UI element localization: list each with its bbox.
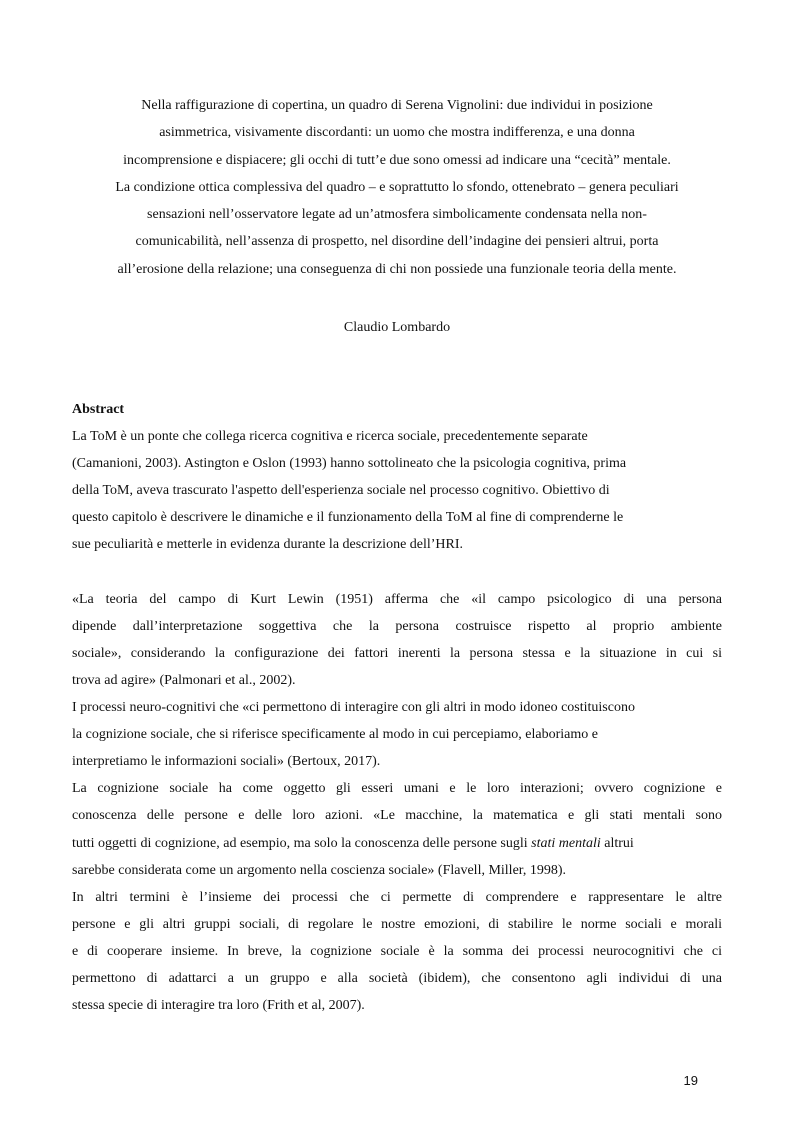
processi-paragraph bbox=[72, 694, 722, 775]
caption-line: Nella raffigurazione di copertina, un quadro di Serena Vignolini: due individui in posizione bbox=[141, 98, 653, 113]
abstract-heading: Abstract bbox=[72, 402, 125, 417]
text-line: sociale», considerando la configurazione dei fattori inerenti la persona stessa e la situazione in cui si bbox=[72, 645, 722, 661]
caption-line: comunicabilità, nell’assenza di prospetto, nel disordine dell’indagine dei pensieri altrui, porta bbox=[135, 234, 659, 250]
page-number: 19 bbox=[683, 1073, 698, 1088]
text-line: permettono di adattarci a un gruppo e alla società (ibidem), che consentono agli individui di una bbox=[72, 970, 722, 986]
text-line bbox=[72, 830, 722, 857]
text-line: questo capitolo è descrivere le dinamiche e il funzionamento della ToM al fine di comprenderne le bbox=[72, 510, 624, 526]
text-line: La cognizione sociale ha come oggetto gli esseri umani e le loro interazioni; ovvero cognizione e bbox=[72, 781, 722, 797]
italic-term: stati mentali bbox=[531, 835, 601, 851]
abstract-paragraph bbox=[72, 423, 722, 558]
caption-line: incomprensione e dispiacere; gli occhi di tutt’e due sono omessi ad indicare una “cecità” mentale. bbox=[123, 152, 671, 168]
text-line: conoscenza delle persone e delle loro azioni. «Le macchine, la matematica e gli stati mentali sono bbox=[72, 808, 722, 824]
lewin-paragraph bbox=[72, 586, 722, 694]
text-line: (Camanioni, 2003). Astington e Oslon (1993) hanno sottolineato che la psicologia cognitiva, prima bbox=[72, 456, 627, 472]
caption-line: sensazioni nell’osservatore legate ad un’atmosfera simbolicamente condensata nella non- bbox=[147, 207, 647, 223]
text-line: La ToM è un ponte che collega ricerca cognitiva e ricerca sociale, precedentemente separate bbox=[72, 429, 588, 445]
text-line: In altri termini è l’insieme dei processi che ci permette di comprendere e rappresentare le altre bbox=[72, 889, 722, 905]
caption-line: asimmetrica, visivamente discordanti: un uomo che mostra indifferenza, e una donna bbox=[159, 125, 635, 141]
text-line: stessa specie di interagire tra loro (Frith et al, 2007). bbox=[72, 998, 365, 1014]
paragraph-spacer bbox=[72, 559, 722, 586]
main-text bbox=[72, 396, 722, 1019]
text-line: e di cooperare insieme. In breve, la cognizione sociale è la somma dei processi neurocognitivi che ci bbox=[72, 943, 722, 959]
cover-caption bbox=[70, 92, 724, 283]
text-line: interpretiamo le informazioni sociali» (Bertoux, 2017). bbox=[72, 754, 381, 770]
text-line: trova ad agire» (Palmonari et al., 2002). bbox=[72, 672, 296, 688]
cognizione-paragraph bbox=[72, 775, 722, 883]
text-line: della ToM, aveva trascurato l'aspetto dell'esperienza sociale nel processo cognitivo. Obiettivo di bbox=[72, 483, 610, 499]
text-line: I processi neuro-cognitivi che «ci permettono di interagire con gli altri in modo idoneo costituiscono bbox=[72, 700, 635, 716]
caption-author: Claudio Lombardo bbox=[343, 320, 451, 335]
caption-line: all’erosione della relazione; una conseguenza di chi non possiede una funzionale teoria della mente. bbox=[117, 261, 677, 277]
text-line: sue peculiarità e metterle in evidenza durante la descrizione dell’HRI. bbox=[72, 537, 464, 553]
text-line: persone e gli altri gruppi sociali, di regolare le nostre emozioni, di stabilire le norme sociali e morali bbox=[72, 916, 722, 932]
altri-termini-paragraph bbox=[72, 884, 722, 1019]
text-line: dipende dall’interpretazione soggettiva che la persona costruisce rispetto al proprio ambiente bbox=[72, 618, 722, 634]
text-segment: tutti oggetti di cognizione, ad esempio, ma solo la conoscenza delle persone sugli bbox=[72, 835, 532, 851]
text-line: sarebbe considerata come un argomento nella coscienza sociale» (Flavell, Miller, 1998). bbox=[72, 862, 567, 878]
text-segment: altrui bbox=[600, 835, 634, 851]
text-line: «La teoria del campo di Kurt Lewin (1951) afferma che «il campo psicologico di una persona bbox=[72, 591, 722, 607]
text-line: la cognizione sociale, che si riferisce specificamente al modo in cui percepiamo, elaboriamo e bbox=[72, 727, 598, 743]
caption-line: La condizione ottica complessiva del quadro – e soprattutto lo sfondo, ottenebrato – genera peculiari bbox=[115, 179, 679, 195]
